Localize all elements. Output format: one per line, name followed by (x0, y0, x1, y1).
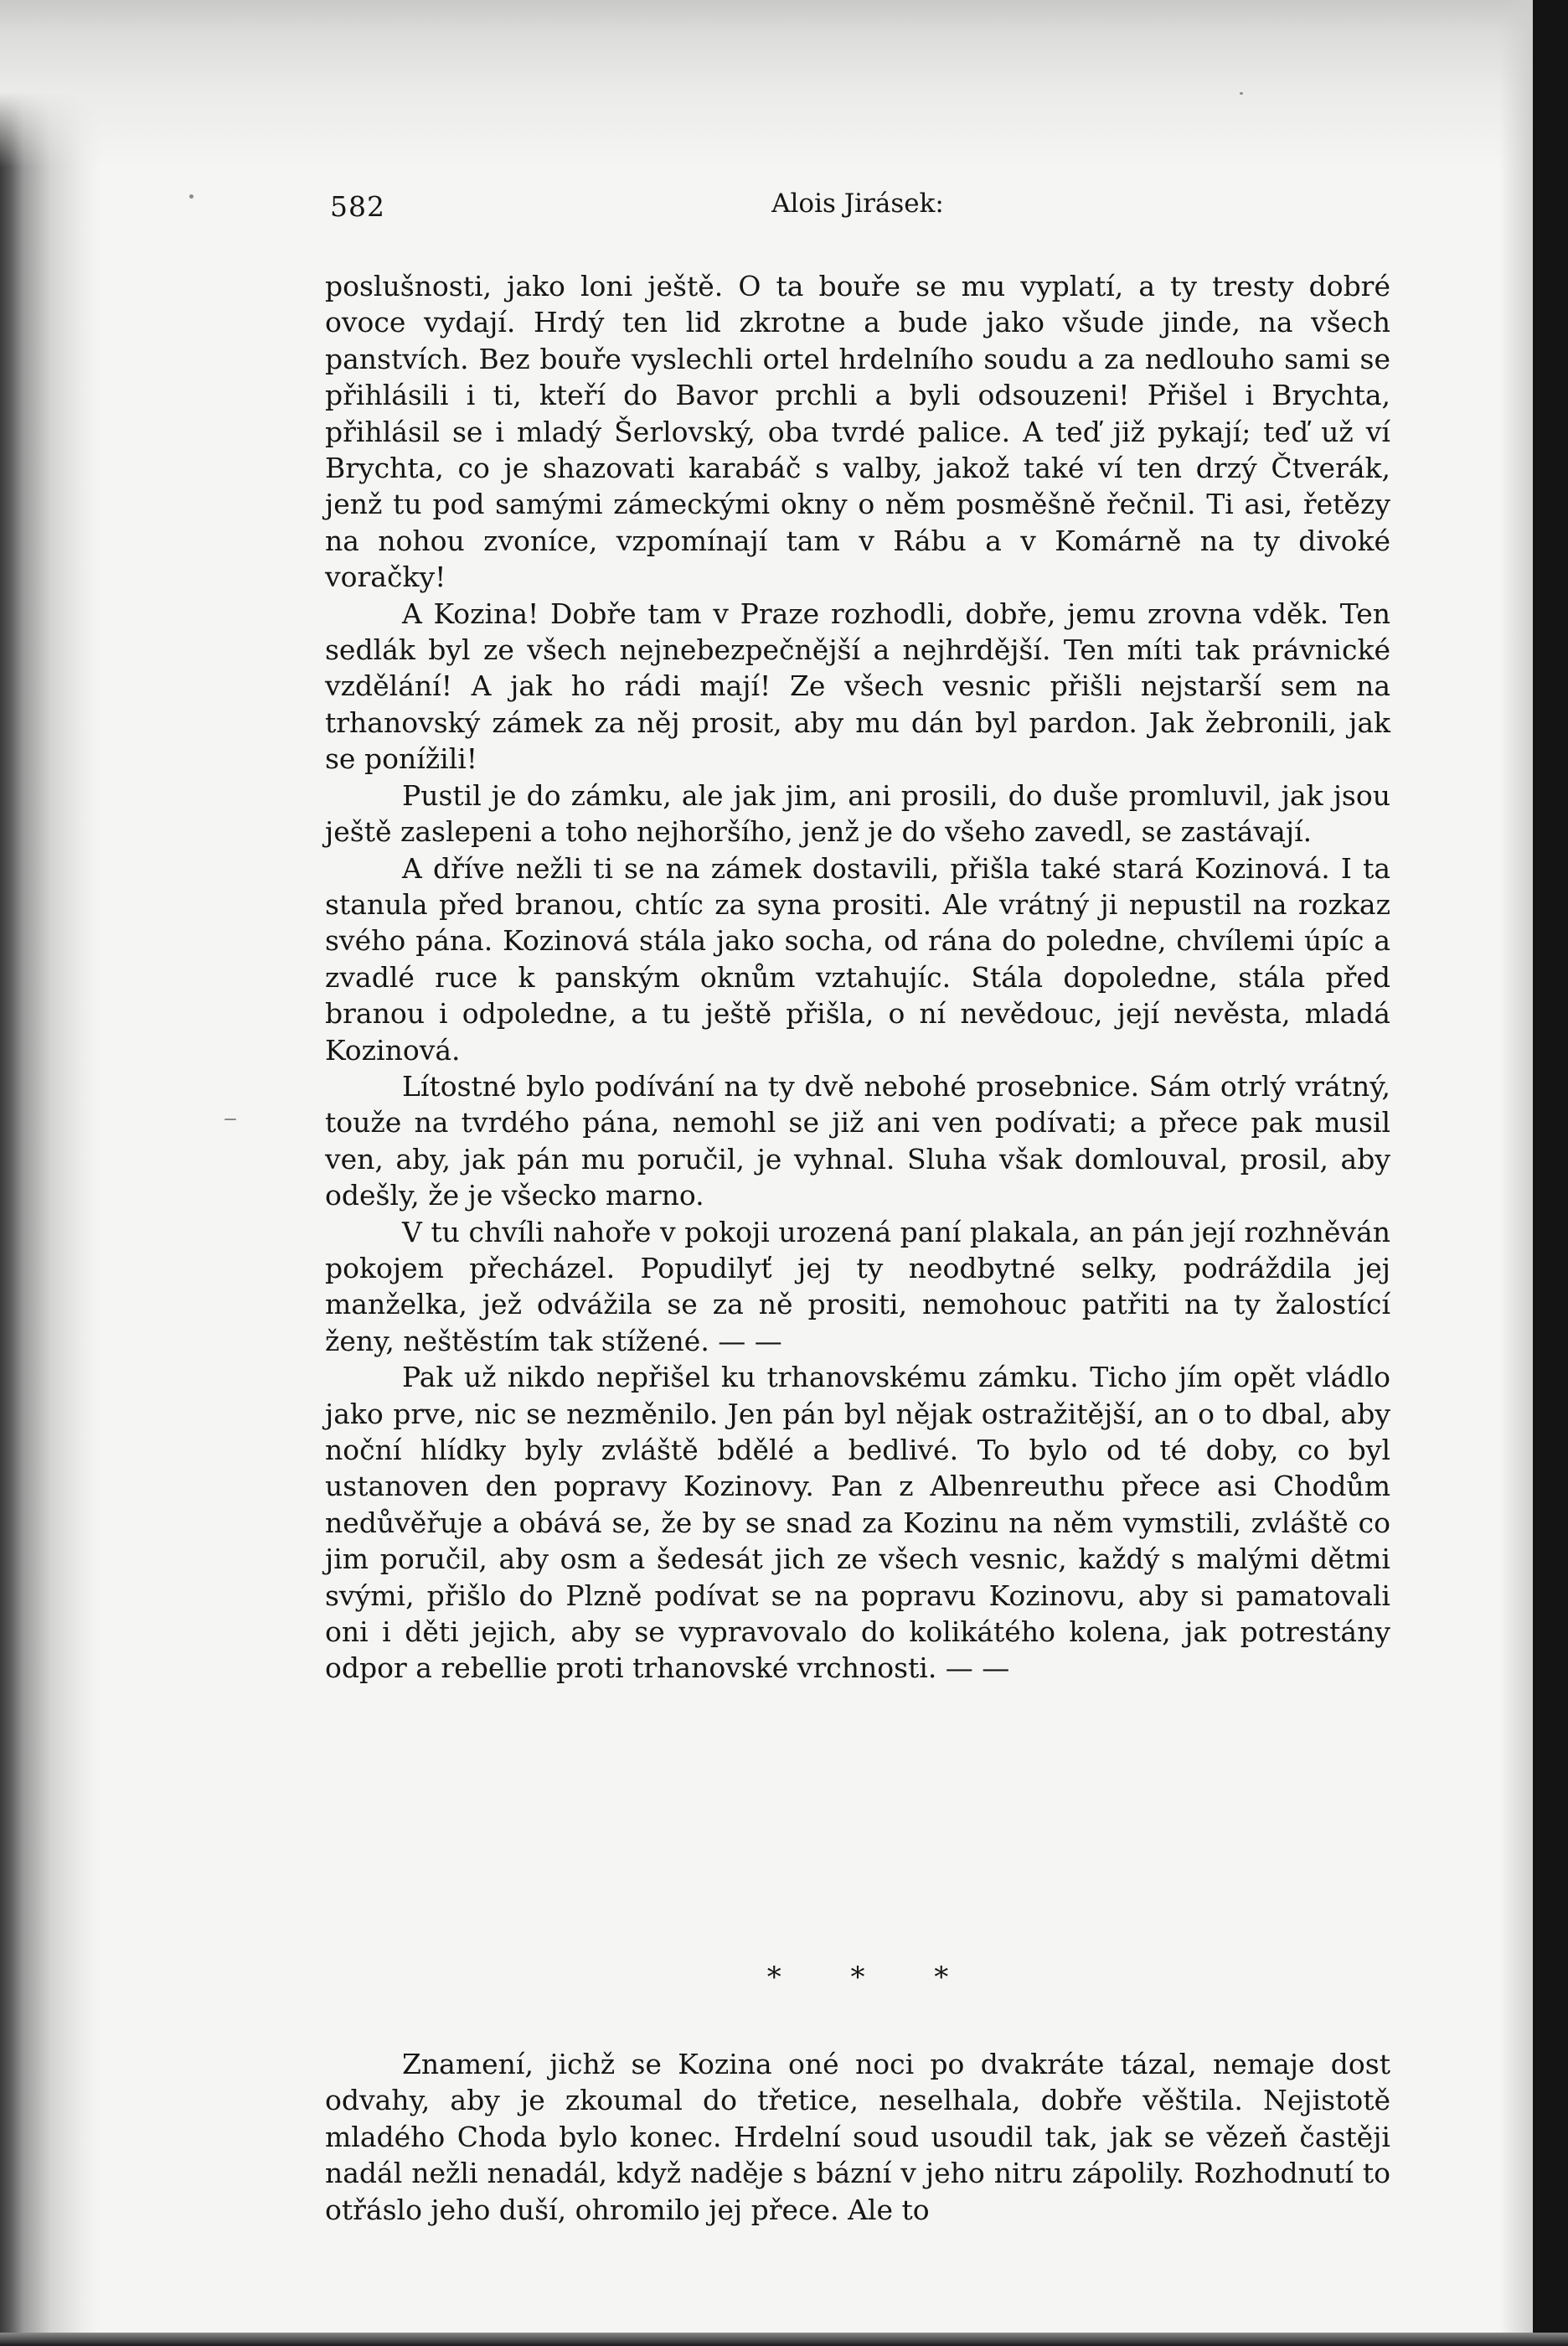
paragraph: Pustil je do zámku, ale jak jim, ani prosili, do duše promluvil, jak jsou ještě zaslepeni a toho nejhoršího, jenž je do všeho zavedl, se zastávají. (325, 778, 1390, 849)
paragraph: V tu chvíli nahoře v pokoji urozená paní plakala, an pán její rozhněván pokojem přecházel. Popudilyť jej ty neodbytné selky, podráždila jej manželka, jež odvážila se za ně prositi, nemohouc patřiti na ty žalostící ženy, neštěstím tak stížené. — — (325, 1215, 1390, 1357)
dust-speck (224, 1119, 236, 1120)
paragraph: A dříve nežli ti se na zámek dostavili, přišla také stará Kozinová. I ta stanula před branou, chtíc za syna prositi. Ale vrátný ji nepustil na rozkaz svého pána. Kozinová stála jako socha, od rána do poledne, chvílemi úpíc a zvadlé ruce k panským oknům vztahujíc. Stála dopoledne, stála před branou i odpoledne, a tu ještě přišla, o ní nevědouc, její nevěsta, mladá Kozinová. (325, 851, 1390, 1067)
final-text-block (325, 2046, 1390, 2228)
body-text (325, 268, 1390, 1687)
running-head: Alois Jirásek: (771, 189, 944, 219)
paragraph: Pak už nikdo nepřišel ku trhanovskému zámku. Ticho jím opět vládlo jako prve, nic se nezměnilo. Jen pán byl nějak ostražitější, an o to dbal, aby noční hlídky byly zvláště bdělé a bedlivé. To bylo od té doby, co byl ustanoven den popravy Kozinovy. Pan z Albenreuthu přece asi Chodům nedůvěřuje a obává se, že by se snad za Kozinu na něm vymstili, zvláště co jim poručil, aby osm a šedesát jich ze všech vesnic, každý s malými dětmi svými, přišlo do Plzně podívat se na popravu Kozinovu, aby si pamatovali oni i děti jejich, aby se vypravovalo do kolikátého kolena, jak potrestány odpor a rebellie proti trhanovské vrchnosti. — — (325, 1361, 1390, 1685)
right-edge-fade (1499, 0, 1533, 2346)
page-number: 582 (330, 190, 385, 223)
page-header (325, 172, 1390, 222)
paragraph: Znamení, jichž se Kozina oné noci po dvakráte tázal, nemaje dost odvahy, aby je zkoumal do třetice, neselhala, dobře věštila. Nejistotě mladého Choda bylo konec. Hrdelní soud usoudil tak, jak se vězeň častěji nadál nežli nenadál, když naděje s bázní v jeho nitru zápolily. Rozhodnutí to otřáslo jeho duší, ohromilo jej přece. Ale to (325, 2048, 1390, 2226)
page-content (325, 172, 1390, 2226)
bottom-scan-edge (0, 2333, 1568, 2346)
paragraph: Lítostné bylo podívání na ty dvě nebohé prosebnice. Sám otrlý vrátný, touže na tvrdého pána, nemohl se již ani ven podívati; a přece pak musil ven, aby, jak pán mu poručil, je vyhnal. Sluha však domlouval, prosil, aby odešly, že je všecko marno. (325, 1069, 1390, 1212)
top-shadow (0, 0, 1533, 168)
section-break: * * * (766, 1961, 979, 1994)
paragraph: A Kozina! Dobře tam v Praze rozhodli, dobře, jemu zrovna vděk. Ten sedlák byl ze všech nejnebezpečnější a nejhrdější. Ten míti tak právnické vzdělání! A jak ho rádi mají! Ze všech vesnic přišli nejstarší sem na trhanovský zámek za něj prosit, aby mu dán byl pardon. Jak žebronili, jak se ponížili! (325, 597, 1390, 776)
paragraph: poslušnosti, jako loni ještě. O ta bouře se mu vyplatí, a ty tresty dobré ovoce vydají. Hrdý ten lid zkrotne a bude jako všude jinde, na všech panstvích. Bez bouře vyslechli ortel hrdelního soudu a za nedlouho sami se přihlásili i ti, kteří do Bavor prchli a byli odsouzeni! Přišel i Brychta, přihlásil se i mladý Šerlovský, oba tvrdé palice. A teď již pykají; teď už ví Brychta, co je shazovati karabáč s valby, jakož také ví ten drzý Čtverák, jenž tu pod samými zámeckými okny o něm posměšně řečnil. Ti asi, řetězy na nohou zvoníce, vzpomínají tam v Rábu a v Komárně na ty divoké voračky! (325, 270, 1390, 594)
right-scan-edge (1533, 0, 1568, 2346)
dust-speck (189, 194, 193, 199)
dust-speck (1240, 92, 1243, 95)
binding-shadow (0, 0, 101, 2346)
